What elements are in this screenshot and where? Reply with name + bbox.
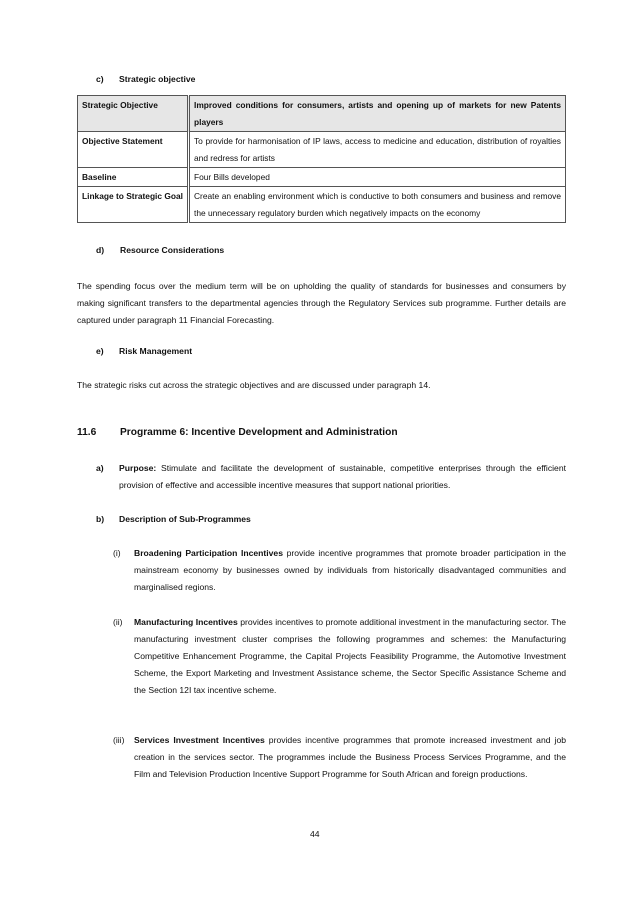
list-item-numeral: (iii) [113,735,125,745]
table-value-cell: Four Bills developed [189,168,566,187]
list-item [113,545,566,596]
section-e-body: The strategic risks cut across the strategic objectives and are discussed under paragraph 14. [77,380,431,390]
list-item-numeral: (ii) [113,617,123,627]
section-d-body: The spending focus over the medium term will be on upholding the quality of standards for businesses and consumers by making significant transfers to the departmental agencies through the Regulatory Services sub programme. Further details are captured under paragraph 11 Financial Forecasting. [77,281,566,325]
table-row [78,132,566,168]
sub-programmes-title: Description of Sub-Programmes [119,514,251,524]
programme-title: Programme 6: Incentive Development and Administration [120,427,398,438]
purpose-text [119,460,566,494]
list-item-numeral: (i) [113,548,121,558]
programme-number: 11.6 [77,427,97,438]
table-key-cell: Strategic Objective [78,96,189,132]
list-item-body: provides incentive programmes that promote increased investment and job creation in the services sector. The programmes include the Business Process Services Programme, and the Film and Television Production Incentive Support Programme for South African and foreign productions. [134,735,567,779]
section-c-label: c) [96,74,104,84]
list-item [113,614,566,699]
sub-programmes-label: b) [96,514,105,524]
list-item-lead: Services Investment Incentives [134,735,265,745]
table-value-cell: To provide for harmonisation of IP laws, access to medicine and education, distribution of royalties and redress for artists [189,132,566,168]
strategic-objective-table [77,95,566,223]
table-value-cell: Improved conditions for consumers, artists and opening up of markets for new Patents players [189,96,566,132]
purpose-item [96,460,566,494]
list-item-text [134,732,566,783]
table-key-cell: Linkage to Strategic Goal [78,187,189,223]
purpose-lead: Purpose: [119,463,157,473]
section-e-label: e) [96,346,104,356]
sub-programmes-heading [96,514,251,524]
list-item-lead: Broadening Participation Incentives [134,548,283,558]
purpose-label: a) [96,463,104,473]
section-d-heading [96,245,224,255]
table-key-cell: Objective Statement [78,132,189,168]
section-e-heading [96,346,192,356]
section-d-label: d) [96,245,105,255]
table-key-cell: Baseline [78,168,189,187]
section-d-title: Resource Considerations [120,245,225,255]
section-c-heading [96,74,195,84]
list-item-lead: Manufacturing Incentives [134,617,238,627]
list-item-body: provide incentive programmes that promote broader participation in the mainstream economy by businesses owned by individuals from historically disadvantaged communities and marginalised regions. [134,548,567,592]
page-number: 44 [310,829,320,839]
section-c-title: Strategic objective [119,74,196,84]
table-row [78,168,566,187]
list-item [113,732,566,783]
purpose-body: Stimulate and facilitate the development of sustainable, competitive enterprises through the efficient provision of effective and accessible incentive measures that support national priorities. [119,463,566,490]
list-item-body: provides incentives to promote additional investment in the manufacturing sector. The manufacturing investment cluster comprises the following programmes and schemes: the Manufacturing Competitive Enhancement Programme, the Capital Projects Feasibility Programme, the Automotive Investment Scheme, the Export Marketing and Investment Assistance scheme, the Sector Specific Assistance Scheme and the Section 12I tax incentive scheme. [134,617,566,695]
list-item-text [134,545,566,596]
table-row [78,96,566,132]
programme-heading [77,427,398,438]
table-value-cell: Create an enabling environment which is conductive to both consumers and business and remove the unnecessary regulatory burden which negatively impacts on the economy [189,187,566,223]
list-item-text [134,614,566,699]
section-e-title: Risk Management [119,346,193,356]
table-row [78,187,566,223]
